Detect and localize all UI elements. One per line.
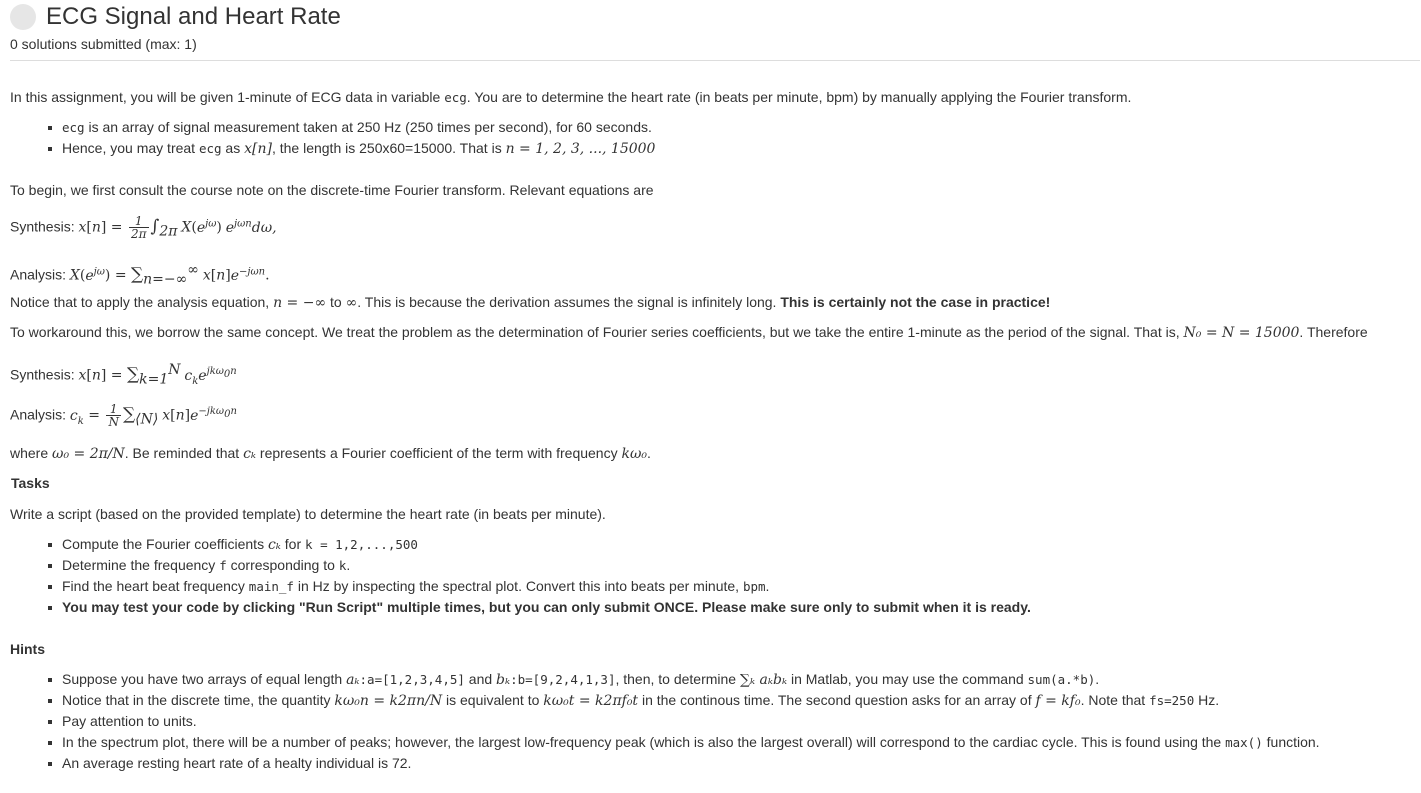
list-item: Pay attention to units. (62, 711, 1320, 732)
list-item: Notice that in the discrete time, the quantity kω₀n = k2πn/N is equivalent to kω₀t = k2πf₀t in the continous time. The second question asks for an array of f = kf₀. Note that fs=250 Hz. (62, 690, 1320, 711)
dtft-synthesis-equation: Synthesis: x[n] = $\frac{1}{2\pi}$ $\int_{2\pi}$ $X(e^{j\omega})$ $e^{j\omega n}d\omega$, (10, 214, 277, 242)
list-item: You may test your code by clicking "Run Script" multiple times, but you can only submit ONCE. Please make sure only to submit when it is ready. (62, 597, 1031, 618)
dtft-analysis-equation: Analysis: $X(e^{j\omega}) = \sum_{n=-\infty}^\infty$ $x[n]e^{-j\omega n}$. (10, 262, 270, 288)
list-item: Determine the frequency f corresponding to k. (62, 555, 1031, 576)
list-item: Hence, you may treat ecg as x[n], the length is 250x60=15000. That is n = 1, 2, 3, ..., 15000 (62, 140, 656, 157)
list-item: ecg is an array of signal measurement taken at 250 Hz (250 times per second), for 60 seconds. (62, 117, 655, 138)
page-title: ECG Signal and Heart Rate (46, 3, 341, 30)
intro-paragraph: In this assignment, you will be given 1-minute of ECG data in variable ecg. You are to determine the heart rate (in beats per minute, bpm) by manually applying the Fourier transform. (10, 89, 1132, 105)
fs-synthesis-equation: Synthesis: $x[n] = \sum_{k=1}^N$ $c_ke^{jk\omega_0n}$ (10, 362, 237, 388)
status-circle-icon (10, 4, 36, 30)
list-item: Suppose you have two arrays of equal length aₖ:a=[1,2,3,4,5] and bₖ:b=[9,2,4,1,3], then, to determine ∑ₖ aₖbₖ in Matlab, you may use the command sum(a.*b). (62, 669, 1320, 690)
hints-list (10, 669, 1320, 774)
list-item: Find the heart beat frequency main_f in Hz by inspecting the spectral plot. Convert this into beats per minute, bpm. (62, 576, 1031, 597)
divider (10, 60, 1420, 61)
hints-heading: Hints (10, 641, 45, 657)
workaround-paragraph: To workaround this, we borrow the same concept. We treat the problem as the determination of Fourier series coefficients, but we take the entire 1-minute as the period of the signal. That is, N₀ = N = 15000. Therefore (10, 324, 1368, 341)
list-item: Compute the Fourier coefficients cₖ for k = 1,2,...,500 (62, 534, 1031, 555)
tasks-list (10, 534, 1031, 618)
where-paragraph: where ω₀ = 2π/N. Be reminded that cₖ represents a Fourier coefficient of the term with frequency kω₀. (10, 445, 651, 462)
tasks-description: Write a script (based on the provided template) to determine the heart rate (in beats per minute). (10, 506, 606, 522)
list-item: An average resting heart rate of a healty individual is 72. (62, 753, 1320, 774)
list-item: In the spectrum plot, there will be a number of peaks; however, the largest low-frequency peak (which is also the largest overall) will correspond to the cardiac cycle. This is found using the max() function. (62, 732, 1320, 753)
submission-count: 0 solutions submitted (max: 1) (10, 36, 197, 52)
fs-analysis-equation: Analysis: $c_k$ = $\frac{1}{N}$ $\sum_{⟨N⟩}$ $x[n]e^{-jk\omega_0n}$ (10, 402, 237, 430)
problem-header (10, 2, 1410, 52)
notice-paragraph: Notice that to apply the analysis equation, n = −∞ to ∞. This is because the derivation assumes the signal is infinitely long. This is certainly not the case in practice! (10, 294, 1051, 311)
dtft-intro: To begin, we first consult the course note on the discrete-time Fourier transform. Relevant equations are (10, 182, 654, 198)
intro-list (10, 117, 655, 159)
tasks-heading: Tasks (11, 475, 50, 491)
